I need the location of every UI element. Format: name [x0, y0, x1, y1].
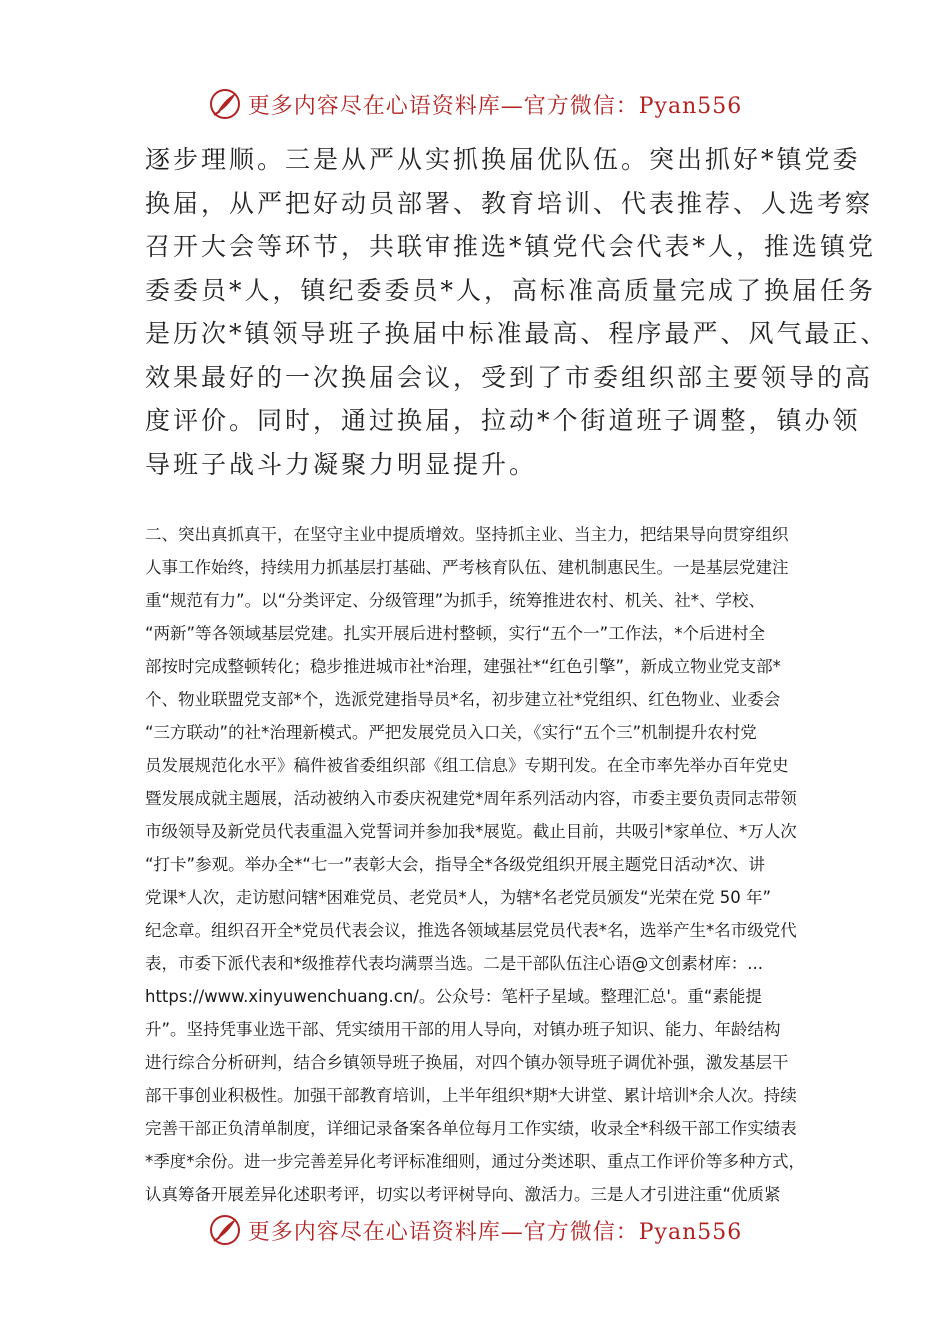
body-large-paragraph — [145, 138, 889, 486]
text-line: 认真筹备开展差异化述职考评，切实以考评树导向、激活力。三是人才引进注重“优质紧 — [145, 1185, 781, 1204]
header-banner-text: 更多内容尽在心语资料库—官方微信：Pyan556 — [247, 93, 743, 119]
text-line: 召开大会等环节，共联审推选*镇党代会代表*人，推选镇党 — [145, 232, 877, 261]
quill-logo-icon — [208, 87, 242, 121]
text-line: 效果最好的一次换届会议，受到了市委组织部主要领导的高 — [145, 362, 874, 392]
text-line: 重“规范有力”。以“分类评定、分级管理”为抓手，统筹推进农村、机关、社*、学校、 — [145, 591, 765, 610]
header-banner — [0, 84, 950, 124]
body-small-paragraph — [145, 518, 825, 1211]
text-line: 逐步理顺。三是从严从实抓换届优队伍。突出抓好*镇党委 — [145, 145, 861, 174]
link-text-line: https://www.xinyuwenchuang.cn/。公众号：笔杆子星域。整理汇总'。重“素能提 — [145, 987, 762, 1006]
quill-logo-icon — [208, 1213, 242, 1247]
text-line: 委委员*人，镇纪委委员*人，高标准高质量完成了换届任务 — [145, 275, 877, 305]
text-line: 人事工作始终，持续用力抓基层打基础、严考核育队伍、建机制惠民生。一是基层党建注 — [145, 558, 789, 577]
text-line: 员发展规范化水平》稿件被省委组织部《组工信息》专期刊发。在全市率先举办百年党史 — [145, 756, 789, 775]
footer-banner-text: 更多内容尽在心语资料库—官方微信：Pyan556 — [247, 1219, 743, 1245]
text-line: 党课*人次，走访慰问辖*困难党员、老党员*人，为辖*名老党员颁发“光荣在党 50 年” — [145, 888, 772, 907]
text-line: 进行综合分析研判，结合乡镇领导班子换届，对四个镇办领导班子调优补强，激发基层干 — [145, 1053, 789, 1072]
text-line: 完善干部正负清单制度，详细记录备案各单位每月工作实绩，收录全*科级干部工作实绩表 — [145, 1119, 797, 1138]
text-line: 部按时完成整顿转化；稳步推进城市社*治理，建强社*“红色引擎”，新成立物业党支部* — [145, 657, 781, 676]
text-line: 个、物业联盟党支部*个，选派党建指导员*名，初步建立社*党组织、红色物业、业委会 — [145, 690, 781, 709]
text-line: 升”。坚持凭事业选干部、凭实绩用干部的用人导向，对镇办班子知识、能力、年龄结构 — [145, 1020, 781, 1039]
text-line: 市级领导及新党员代表重温入党誓词并参加我*展览。截止目前，共吸引*家单位、*万人次 — [145, 822, 797, 841]
text-line: 表，市委下派代表和*级推荐代表均满票当选。二是干部队伍注心语@文创素材库：... — [145, 954, 763, 973]
text-line: 导班子战斗力凝聚力明显提升。 — [145, 449, 538, 479]
text-line: 部干事创业积极性。加强干部教育培训，上半年组织*期*大讲堂、累计培训*余人次。持续 — [145, 1086, 797, 1105]
text-line: 纪念章。组织召开全*党员代表会议，推选各领域基层党员代表*名，选举产生*名市级党代 — [145, 921, 797, 940]
text-line: 二、突出真抓真干，在坚守主业中提质增效。坚持抓主业、当主力，把结果导向贯穿组织 — [145, 525, 789, 544]
text-line: “三方联动”的社*治理新模式。严把发展党员入口关，《实行“五个三”机制提升农村党 — [145, 723, 757, 742]
text-line: 暨发展成就主题展，活动被纳入市委庆祝建党*周年系列活动内容，市委主要负责同志带领 — [145, 789, 797, 808]
text-line: 度评价。同时，通过换届，拉动*个街道班子调整，镇办领 — [145, 406, 861, 435]
text-line: “两新”等各领域基层党建。扎实开展后进村整顿，实行“五个一”工作法，*个后进村全 — [145, 624, 765, 643]
text-line: 换届，从严把好动员部署、教育培训、代表推荐、人选考察 — [145, 188, 874, 218]
text-line: “打卡”参观。举办全*“七一”表彰大会，指导全*各级党组织开展主题党日活动*次、讲 — [145, 855, 765, 874]
text-line: *季度*余份。进一步完善差异化考评标准细则，通过分类述职、重点工作评价等多种方式， — [145, 1152, 805, 1171]
footer-banner — [0, 1210, 950, 1250]
text-line: 是历次*镇领导班子换届中标准最高、程序最严、风气最正、 — [145, 319, 889, 348]
